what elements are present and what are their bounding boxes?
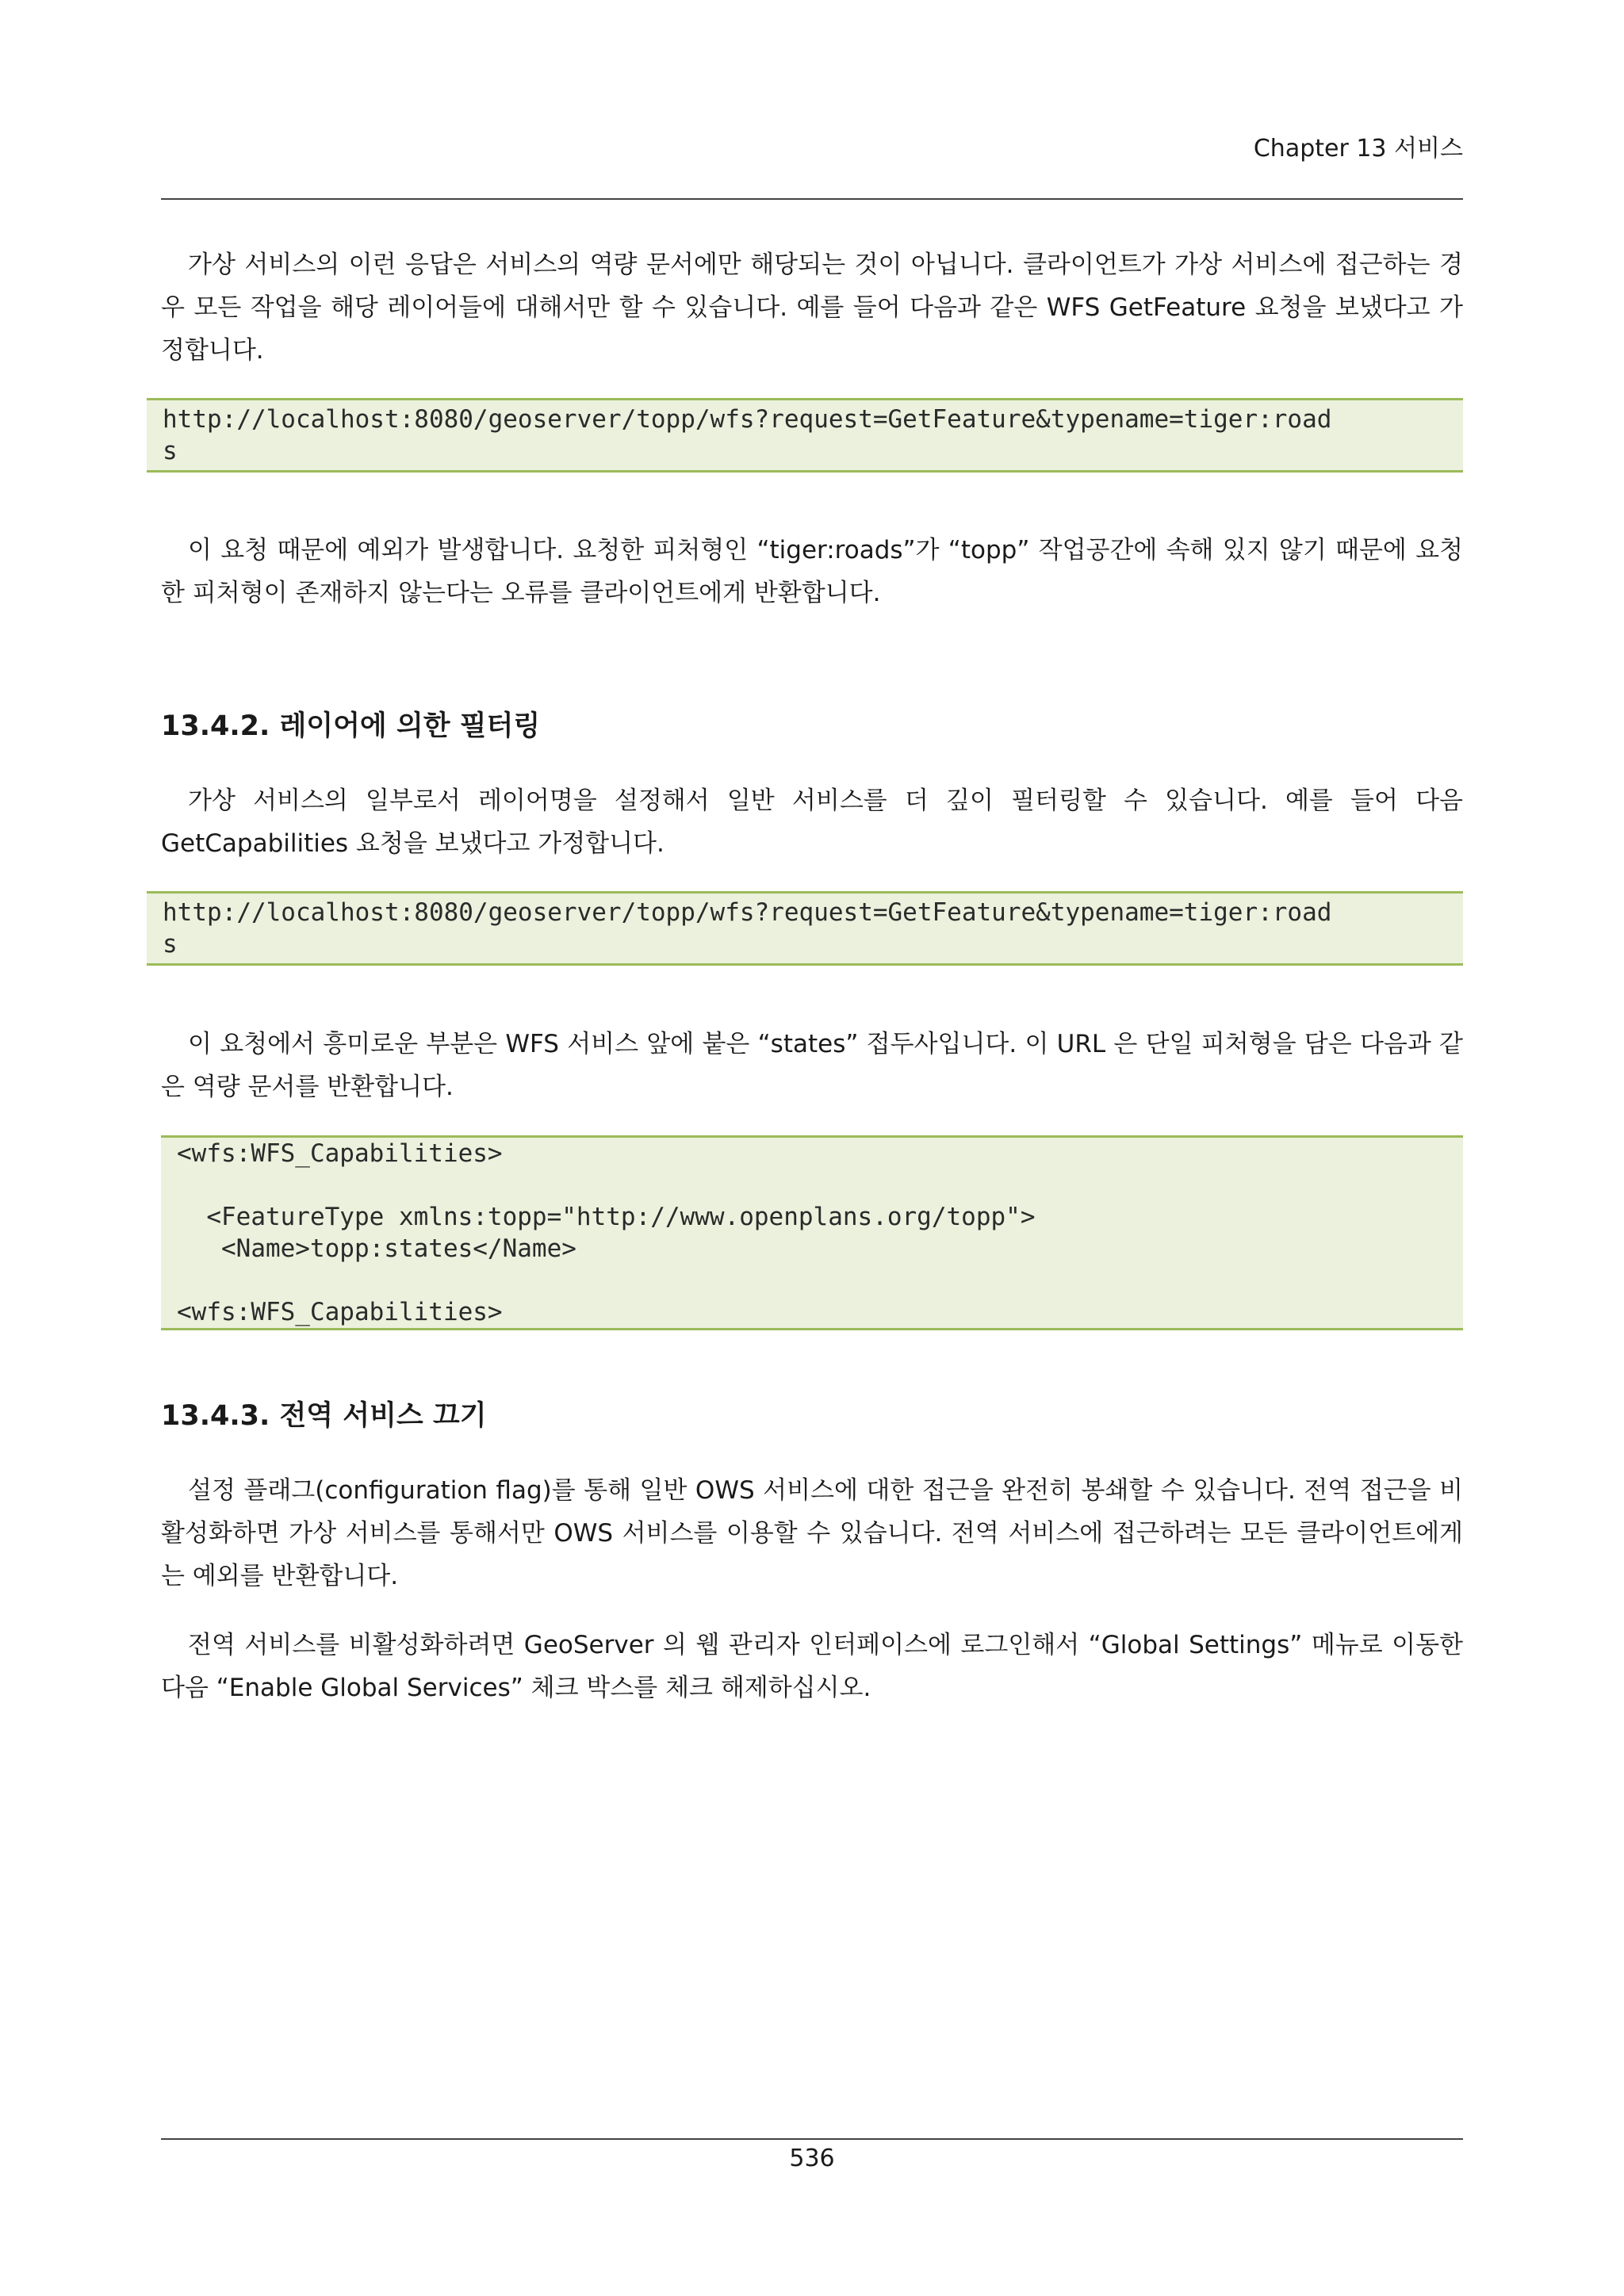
code-line: <wfs:WFS_Capabilities>	[177, 1298, 503, 1326]
paragraph-text: 가상 서비스의 일부로서 레이어명을 설정해서 일반 서비스를 더 깊이 필터링할 수 있습니다. 예를 들어 다음 GetCapabilities 요청을 보냈다고 가정합니다.	[161, 786, 1463, 858]
running-header: Chapter 13 서비스	[1253, 135, 1463, 163]
code-block-getcapabilities-url	[147, 891, 1463, 966]
code-block-getfeature-url	[147, 398, 1463, 473]
paragraph-states-prefix	[161, 1023, 1463, 1108]
paragraph-text: 전역 서비스를 비활성화하려면 GeoServer 의 웹 관리자 인터페이스에 로그인해서 “Global Settings” 메뉴로 이동한 다음 “Enable Global Services” 체크 박스를 체크 해제하십시오.	[161, 1631, 1463, 1702]
paragraph-disable-global	[161, 1624, 1463, 1709]
paragraph-layer-filtering	[161, 779, 1463, 865]
code-line: http://localhost:8080/geoserver/topp/wfs?request=GetFeature&typename=tiger:road	[163, 898, 1332, 927]
paragraph-global-flag	[161, 1469, 1463, 1598]
code-line: http://localhost:8080/geoserver/topp/wfs?request=GetFeature&typename=tiger:road	[163, 405, 1332, 434]
code-line: <FeatureType xmlns:topp="http://www.openplans.org/topp">	[177, 1203, 1036, 1231]
code-line	[177, 1265, 1447, 1296]
section-heading-13-4-3: 13.4.3. 전역 서비스 끄기	[161, 1400, 487, 1432]
page-number: 536	[789, 2145, 835, 2172]
paragraph-text: 이 요청 때문에 예외가 발생합니다. 요청한 피처형인 “tiger:roads”가 “topp” 작업공간에 속해 있지 않기 때문에 요청한 피처형이 존재하지 않는다는 오류를 클라이언트에게 반환합니다.	[161, 536, 1463, 607]
code-line: s	[163, 930, 178, 959]
code-line: s	[163, 437, 178, 465]
code-line	[177, 1169, 1447, 1201]
paragraph-virtual-service-response	[161, 243, 1463, 372]
footer-divider	[161, 2138, 1463, 2140]
code-line: <Name>topp:states</Name>	[177, 1234, 576, 1263]
paragraph-text: 가상 서비스의 이런 응답은 서비스의 역량 문서에만 해당되는 것이 아닙니다. 클라이언트가 가상 서비스에 접근하는 경우 모든 작업을 해당 레이어들에 대해서만 할 수 있습니다. 예를 들어 다음과 같은 WFS GetFeature 요청을 보냈다고 가정합니다.	[161, 251, 1463, 365]
section-heading-13-4-2: 13.4.2. 레이어에 의한 필터링	[161, 710, 541, 742]
header-divider	[161, 198, 1463, 200]
paragraph-text: 이 요청에서 흥미로운 부분은 WFS 서비스 앞에 붙은 “states” 접두사입니다. 이 URL 은 단일 피처형을 담은 다음과 같은 역량 문서를 반환합니다.	[161, 1030, 1463, 1101]
paragraph-text: 설정 플래그(configuration flag)를 통해 일반 OWS 서비스에 대한 접근을 완전히 봉쇄할 수 있습니다. 전역 접근을 비활성화하면 가상 서비스를 통해서만 OWS 서비스를 이용할 수 있습니다. 전역 서비스에 접근하려는 모든 클라이언트에게는 예외를 반환합니다.	[161, 1476, 1463, 1590]
paragraph-exception	[161, 529, 1463, 614]
code-line: <wfs:WFS_Capabilities>	[177, 1139, 503, 1168]
code-block-capabilities-xml	[161, 1135, 1463, 1330]
